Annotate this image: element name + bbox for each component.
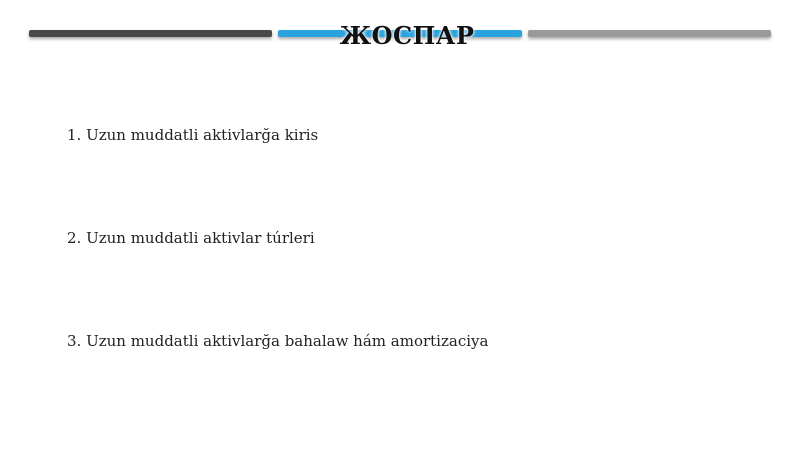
plan-item-3: 3. Uzun muddatli aktivlarğa bahalaw hám amortizaciya bbox=[67, 332, 489, 350]
plan-item-1: 1. Uzun muddatli aktivlarğa kiris bbox=[67, 126, 319, 144]
slide-title: ЖОСПАР bbox=[339, 21, 475, 50]
plan-item-2: 2. Uzun muddatli aktivlar túrleri bbox=[67, 229, 315, 247]
